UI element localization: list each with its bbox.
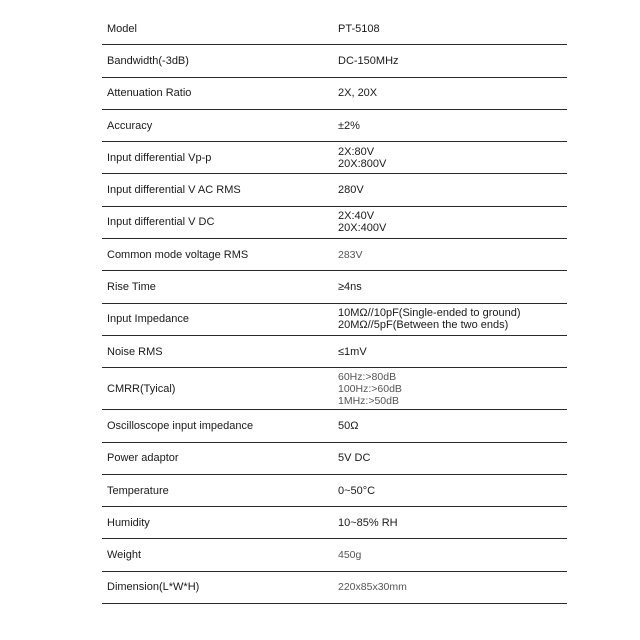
spec-value-line: PT-5108	[338, 22, 380, 35]
spec-label: Input differential Vp-p	[107, 151, 212, 164]
spec-value	[338, 410, 358, 441]
spec-label: Power adaptor	[107, 452, 179, 465]
spec-value	[338, 539, 361, 570]
spec-row-oscilloscope-input-impedance	[102, 410, 567, 442]
spec-value-line: 20MΩ//5pF(Between the two ends)	[338, 319, 509, 332]
spec-value-line: 100Hz:>60dB	[338, 382, 402, 395]
spec-label: Model	[107, 22, 137, 35]
spec-label: Input differential V DC	[107, 216, 215, 229]
spec-row-rise-time	[102, 271, 567, 303]
spec-value-line: 2X:80V	[338, 145, 375, 158]
spec-value-line: 2X, 20X	[338, 87, 378, 100]
spec-value-line: 20X:800V	[338, 157, 387, 170]
spec-label: Rise Time	[107, 281, 156, 294]
spec-row-accuracy	[102, 110, 567, 142]
spec-table	[102, 13, 567, 604]
spec-row-common-mode-voltage	[102, 239, 567, 271]
spec-value	[338, 271, 362, 302]
spec-label: Dimension(L*W*H)	[107, 581, 200, 594]
spec-label: Attenuation Ratio	[107, 87, 192, 100]
spec-value	[338, 572, 407, 603]
spec-value-line: 450g	[338, 549, 362, 562]
spec-value	[338, 368, 402, 409]
spec-value	[338, 475, 375, 506]
spec-value	[338, 110, 360, 141]
spec-label: Humidity	[107, 516, 150, 529]
spec-value	[338, 174, 364, 205]
spec-value-line: 280V	[338, 184, 364, 197]
spec-label: Weight	[107, 549, 142, 562]
spec-value-line: DC-150MHz	[338, 54, 399, 67]
spec-value	[338, 45, 399, 76]
spec-value-line: ≥4ns	[338, 281, 362, 294]
spec-row-humidity	[102, 507, 567, 539]
spec-value-line: 20X:400V	[338, 222, 387, 235]
spec-label: Accuracy	[107, 119, 153, 132]
spec-row-cmrr	[102, 368, 567, 410]
spec-label: Input differential V AC RMS	[107, 184, 241, 197]
spec-value-line: 283V	[338, 248, 363, 261]
spec-value-line: 2X:40V	[338, 210, 375, 223]
spec-value-line: 220x85x30mm	[338, 581, 407, 594]
spec-row-input-differential-dc	[102, 207, 567, 239]
spec-value	[338, 304, 521, 335]
spec-row-input-differential-vpp	[102, 142, 567, 174]
spec-value	[338, 13, 380, 44]
spec-value-line: 0~50°C	[338, 484, 376, 497]
spec-label: Input Impedance	[107, 313, 189, 326]
spec-value	[338, 78, 377, 109]
spec-label: Common mode voltage RMS	[107, 248, 249, 261]
spec-value-line: 50Ω	[338, 419, 359, 432]
spec-value	[338, 142, 386, 173]
spec-value-line: ±2%	[338, 119, 360, 132]
spec-row-power-adaptor	[102, 443, 567, 475]
spec-label: Temperature	[107, 484, 169, 497]
spec-row-dimension	[102, 572, 567, 604]
spec-value-line: ≤1mV	[338, 345, 367, 358]
spec-row-temperature	[102, 475, 567, 507]
spec-value	[338, 207, 386, 238]
spec-value-line: 5V DC	[338, 452, 371, 465]
spec-row-noise-rms	[102, 336, 567, 368]
spec-value	[338, 507, 398, 538]
spec-label: CMRR(Tyical)	[107, 382, 176, 395]
spec-row-attenuation-ratio	[102, 78, 567, 110]
spec-row-input-impedance	[102, 304, 567, 336]
spec-value-line: 10MΩ//10pF(Single-ended to ground)	[338, 307, 521, 320]
spec-value-line: 60Hz:>80dB	[338, 370, 397, 383]
spec-value	[338, 239, 363, 270]
spec-value-line: 1MHz:>50dB	[338, 394, 399, 407]
spec-label: Oscilloscope input impedance	[107, 419, 254, 432]
spec-value-line: 10~85% RH	[338, 516, 398, 529]
spec-label: Bandwidth(-3dB)	[107, 54, 189, 67]
spec-value	[338, 443, 370, 474]
spec-row-bandwidth	[102, 45, 567, 77]
spec-row-input-differential-ac-rms	[102, 174, 567, 206]
spec-value	[338, 336, 367, 367]
spec-label: Noise RMS	[107, 345, 163, 358]
spec-row-weight	[102, 539, 567, 571]
spec-row-model	[102, 13, 567, 45]
